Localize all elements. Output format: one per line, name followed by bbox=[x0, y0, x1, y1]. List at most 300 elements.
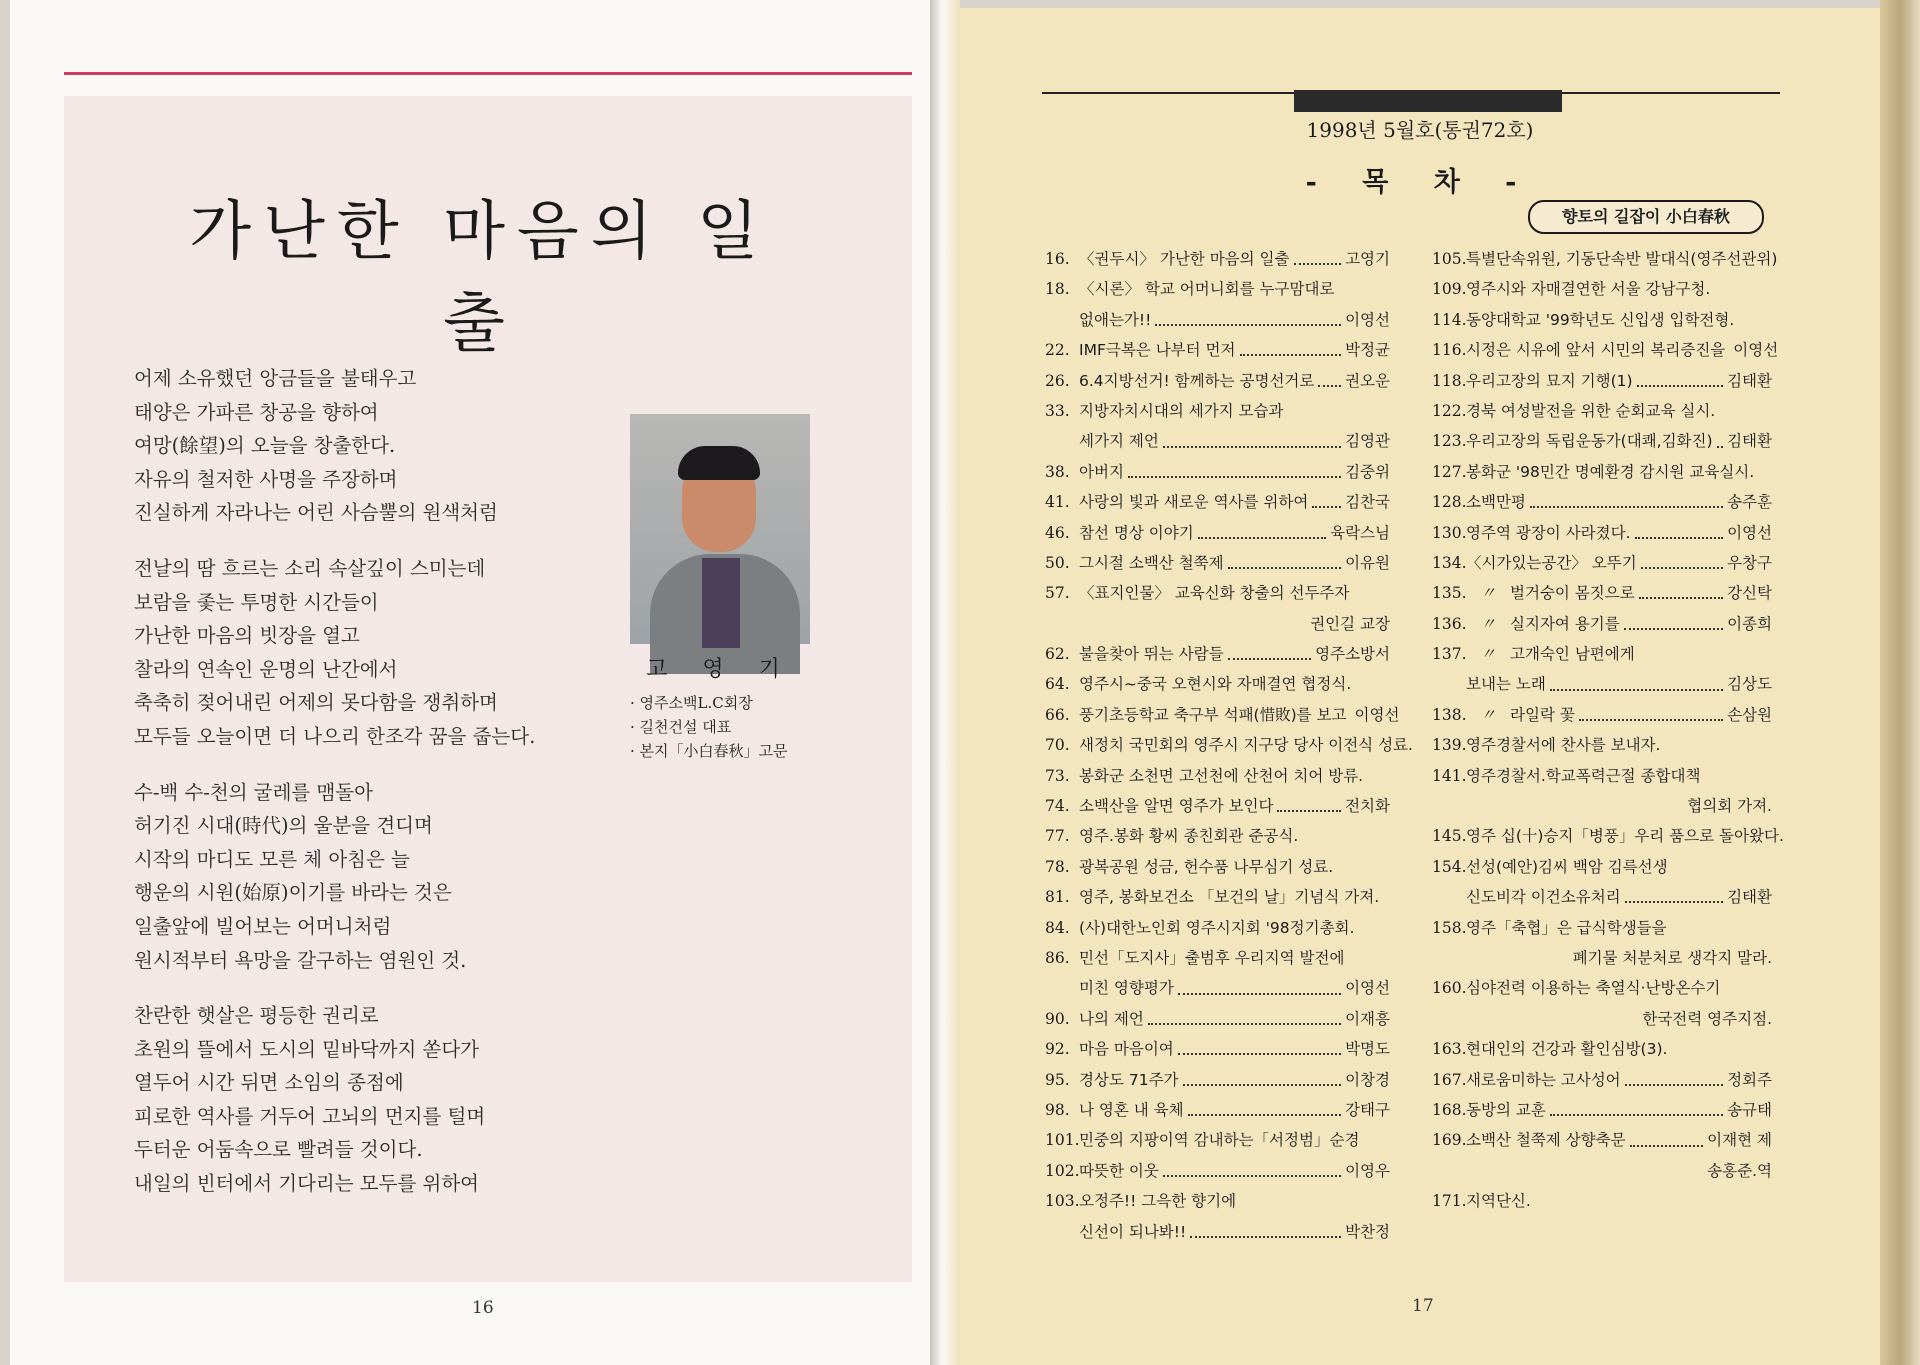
poem-line: 허기진 시대(時代)의 울분을 견디며 bbox=[134, 814, 433, 838]
toc-entry bbox=[1432, 821, 1784, 851]
dot-leader bbox=[1240, 344, 1342, 356]
dot-leader bbox=[1579, 709, 1723, 721]
toc-author: 강태구 bbox=[1345, 1100, 1390, 1119]
ditto-mark: 〃 bbox=[1480, 614, 1496, 633]
toc-page-number: 136. bbox=[1432, 614, 1467, 633]
toc-entry bbox=[1432, 274, 1772, 304]
dot-leader bbox=[1624, 618, 1723, 630]
ditto-mark: 〃 bbox=[1480, 584, 1496, 603]
toc-title: 영주 십(十)승지「병풍」우리 품으로 돌아왔다. bbox=[1466, 827, 1784, 846]
toc-entry bbox=[1045, 973, 1390, 1003]
toc-entry bbox=[1432, 1095, 1772, 1125]
photo-hair bbox=[678, 446, 760, 480]
page-number-right: 17 bbox=[1412, 1296, 1434, 1316]
poem-line: 피로한 역사를 거두어 고뇌의 먼지를 털며 bbox=[134, 1104, 486, 1128]
dot-leader bbox=[1550, 679, 1723, 691]
toc-page-number: 122. bbox=[1432, 401, 1467, 420]
toc-title: 그시절 소백산 철쭉제 bbox=[1079, 553, 1224, 572]
toc-entry bbox=[1432, 700, 1772, 730]
toc-author: 송주훈 bbox=[1727, 493, 1772, 512]
toc-author: 이재현 제 bbox=[1707, 1131, 1772, 1150]
dot-leader bbox=[1312, 496, 1341, 508]
toc-entry bbox=[1432, 578, 1772, 608]
toc-author: 김상도 bbox=[1727, 675, 1772, 694]
toc-title: 참선 명상 이야기 bbox=[1079, 523, 1194, 542]
toc-title: 영주경찰서.학교폭력근절 종합대책 bbox=[1466, 766, 1701, 785]
toc-page-number: 137. bbox=[1432, 645, 1467, 664]
toc-page-number: 16. bbox=[1045, 250, 1070, 268]
toc-entry bbox=[1045, 943, 1390, 973]
toc-page-number: 128. bbox=[1432, 493, 1467, 512]
toc-author: 육락스님 bbox=[1330, 523, 1390, 542]
toc-title: 시정은 시유에 앞서 시민의 복리증진을 bbox=[1466, 341, 1726, 360]
toc-page-number: 101. bbox=[1045, 1131, 1080, 1150]
toc-entry bbox=[1045, 578, 1390, 608]
toc-title: 따뜻한 이웃 bbox=[1079, 1161, 1159, 1180]
poem-title: 가난한 마음의 일출 bbox=[189, 195, 771, 361]
toc-title: 경북 여성발전을 위한 순회교육 실시. bbox=[1466, 401, 1716, 420]
toc-author: 이영선 bbox=[1345, 979, 1390, 998]
toc-entry bbox=[1045, 335, 1390, 365]
toc-author: 권오운 bbox=[1345, 371, 1390, 390]
toc-entry bbox=[1045, 669, 1390, 699]
toc-title: 경상도 71주가 bbox=[1079, 1070, 1179, 1089]
toc-page-number: 22. bbox=[1045, 341, 1070, 360]
toc-entry bbox=[1432, 882, 1772, 912]
author-name: 고 영 기 bbox=[646, 657, 794, 682]
dot-leader bbox=[1163, 1165, 1341, 1177]
dot-leader bbox=[1530, 496, 1723, 508]
toc-title: 신선이 되나봐!! bbox=[1079, 1222, 1187, 1241]
dot-leader bbox=[1641, 557, 1723, 569]
toc-title: 라일락 꽃 bbox=[1510, 705, 1575, 724]
toc-entry bbox=[1045, 882, 1390, 912]
toc-title: 사랑의 빛과 새로운 역사를 위하여 bbox=[1079, 493, 1309, 512]
toc-author: 이영선 bbox=[1727, 523, 1772, 542]
poem-line: 열두어 시간 뒤면 소임의 종점에 bbox=[134, 1071, 404, 1095]
toc-page-number: 169. bbox=[1432, 1131, 1467, 1150]
author-photo bbox=[630, 414, 810, 644]
toc-title: 〈권두시〉 가난한 마음의 일출 bbox=[1079, 250, 1290, 268]
toc-entry bbox=[1432, 457, 1772, 487]
toc-page-number: 70. bbox=[1045, 736, 1070, 755]
toc-author: 이영선 bbox=[1354, 705, 1400, 724]
toc-entry bbox=[1432, 669, 1772, 699]
toc-author: 김영관 bbox=[1345, 432, 1390, 451]
toc-title: 민중의 지팡이역 감내하는「서정범」순경 bbox=[1079, 1131, 1360, 1150]
toc-author: 강신탁 bbox=[1727, 584, 1772, 603]
toc-entry bbox=[1432, 791, 1772, 821]
toc-page-number: 46. bbox=[1045, 523, 1070, 542]
toc-page-number: 134. bbox=[1432, 553, 1467, 572]
dot-leader bbox=[1178, 1043, 1341, 1055]
toc-author: 이영우 bbox=[1345, 1161, 1390, 1180]
toc-entry bbox=[1045, 518, 1390, 548]
toc-title: 우리고장의 독립운동가(대쾌,김화진) bbox=[1466, 432, 1713, 451]
poem-line: 초원의 뜰에서 도시의 밑바닥까지 쏟다가 bbox=[134, 1037, 480, 1061]
toc-entry bbox=[1045, 1125, 1390, 1155]
toc-page-number: 114. bbox=[1432, 310, 1467, 329]
toc-entry bbox=[1045, 274, 1390, 304]
toc-entry bbox=[1432, 913, 1772, 943]
toc-page-number: 92. bbox=[1045, 1040, 1070, 1059]
poem-line: 일출앞에 빌어보는 어머니처럼 bbox=[134, 914, 392, 938]
toc-title: 특별단속위원, 기동단속반 발대식(영주선관위) bbox=[1466, 250, 1778, 268]
toc-entry bbox=[1432, 426, 1772, 456]
poem-line: 태양은 가파른 창공을 향하여 bbox=[134, 400, 379, 424]
toc-title: 현대인의 건강과 활인심방(3). bbox=[1466, 1040, 1668, 1059]
toc-title: 영주시와 자매결연한 서울 강남구청. bbox=[1466, 280, 1711, 299]
toc-page-number: 18. bbox=[1045, 280, 1070, 299]
toc-entry bbox=[1432, 609, 1772, 639]
toc-author: 우창구 bbox=[1727, 553, 1772, 572]
toc-page-number: 33. bbox=[1045, 401, 1070, 420]
toc-title: 폐기물 처분처로 생각지 말라. bbox=[1572, 948, 1772, 967]
toc-entry bbox=[1045, 1034, 1390, 1064]
toc-page-number: 90. bbox=[1045, 1009, 1070, 1028]
toc-title: 영주「축협」은 급식학생들을 bbox=[1466, 918, 1667, 937]
page-number-left: 16 bbox=[472, 1298, 494, 1318]
toc-entry bbox=[1432, 335, 1779, 365]
poem-line: 자유의 철저한 사명을 주장하며 bbox=[134, 467, 398, 491]
toc-author: 영주소방서 bbox=[1315, 645, 1390, 664]
toc-author: 이창경 bbox=[1345, 1070, 1390, 1089]
toc-page-number: 138. bbox=[1432, 705, 1467, 724]
toc-entry bbox=[1432, 1186, 1772, 1216]
toc-title: 봉화군 소천면 고선천에 산천어 치어 방류. bbox=[1079, 766, 1364, 785]
poem-line: 찰라의 연속인 운명의 난간에서 bbox=[134, 657, 398, 681]
toc-entry bbox=[1045, 426, 1390, 456]
poem-line: 행운의 시원(始原)이기를 바라는 것은 bbox=[134, 881, 452, 905]
toc-entry bbox=[1432, 852, 1772, 882]
dot-leader bbox=[1228, 648, 1312, 660]
dot-leader bbox=[1639, 587, 1723, 599]
toc-page-number: 84. bbox=[1045, 918, 1070, 937]
toc-page-number: 118. bbox=[1432, 371, 1467, 390]
toc-author: 김찬국 bbox=[1345, 493, 1390, 512]
toc-entry bbox=[1432, 761, 1772, 791]
toc-page-number: 145. bbox=[1432, 827, 1467, 846]
toc-title: 영주시~중국 오현시와 자매결연 협정식. bbox=[1079, 675, 1352, 694]
toc-entry bbox=[1045, 639, 1390, 669]
toc-entry bbox=[1432, 1004, 1772, 1034]
dot-leader bbox=[1155, 314, 1341, 326]
poem-body bbox=[134, 362, 594, 1223]
toc-title: 영주역 광장이 사라졌다. bbox=[1466, 523, 1631, 542]
toc-page-number: 116. bbox=[1432, 341, 1467, 360]
toc-entry bbox=[1045, 821, 1390, 851]
toc-author: 김태환 bbox=[1727, 888, 1772, 907]
toc-page-number: 73. bbox=[1045, 766, 1070, 785]
toc-author: 송규태 bbox=[1727, 1100, 1772, 1119]
toc-author: 정회주 bbox=[1727, 1070, 1772, 1089]
toc-title: 6.4지방선거! 함께하는 공명선거로 bbox=[1079, 371, 1315, 390]
poem-line: 찬란한 햇살은 평등한 권리로 bbox=[134, 1004, 379, 1028]
poem-line: 전날의 땀 흐르는 소리 속살깊이 스미는데 bbox=[134, 556, 486, 580]
issue-label: 1998년 5월호(통권72호) bbox=[1306, 118, 1534, 142]
toc-entry bbox=[1045, 457, 1390, 487]
toc-title: 광복공원 성금, 헌수품 나무심기 성료. bbox=[1079, 857, 1334, 876]
toc-page-number: 163. bbox=[1432, 1040, 1467, 1059]
toc-page-number: 64. bbox=[1045, 675, 1070, 694]
toc-author: 송홍준.역 bbox=[1707, 1161, 1772, 1180]
toc-page-number: 98. bbox=[1045, 1100, 1070, 1119]
toc-title: 소백산을 알면 영주가 보인다 bbox=[1079, 797, 1274, 816]
poem-line: 수-백 수-천의 굴레를 맴돌아 bbox=[134, 780, 373, 804]
toc-entry bbox=[1045, 609, 1390, 639]
poem-line: 가난한 마음의 빗장을 열고 bbox=[134, 624, 360, 648]
toc-title: 실지자여 용기를 bbox=[1510, 614, 1620, 633]
toc-page-number: 139. bbox=[1432, 736, 1467, 755]
toc-author: 고영기 bbox=[1345, 250, 1390, 268]
toc-entry bbox=[1432, 730, 1772, 760]
toc-title: 〈시론〉 학교 어머니회를 누구맘대로 bbox=[1079, 280, 1335, 299]
photo-shirt bbox=[702, 558, 740, 648]
dot-leader bbox=[1318, 375, 1341, 387]
toc-page-number: 50. bbox=[1045, 553, 1070, 572]
header-bar bbox=[1294, 90, 1562, 112]
toc-author: 이재흥 bbox=[1345, 1009, 1390, 1028]
dot-leader bbox=[1277, 800, 1341, 812]
toc-title: 봉화군 '98민간 명예환경 감시원 교육실시. bbox=[1466, 462, 1755, 481]
toc-heading: - 목 차 - bbox=[1305, 167, 1535, 198]
toc-page-number: 57. bbox=[1045, 584, 1070, 603]
toc-entry bbox=[1045, 852, 1390, 882]
poem-line: 시작의 마디도 모른 체 아침은 늘 bbox=[134, 847, 410, 871]
section-label: 향토의 길잡이 小白春秋 bbox=[1528, 200, 1764, 234]
dot-leader bbox=[1550, 1104, 1723, 1116]
poem-stanza bbox=[134, 552, 594, 754]
toc-entry bbox=[1045, 305, 1390, 335]
toc-entry bbox=[1045, 548, 1390, 578]
dot-leader bbox=[1198, 527, 1326, 539]
toc-author: 이종희 bbox=[1727, 614, 1772, 633]
toc-page-number: 77. bbox=[1045, 827, 1070, 846]
toc-title: 없애는가!! bbox=[1079, 310, 1152, 329]
toc-entry bbox=[1432, 548, 1772, 578]
toc-entry bbox=[1045, 1095, 1390, 1125]
toc-entry bbox=[1045, 1004, 1390, 1034]
author-role: · 본지「小白春秋」고문 bbox=[630, 742, 788, 760]
dot-leader bbox=[1178, 983, 1341, 995]
toc-author: 박명도 bbox=[1345, 1040, 1390, 1059]
toc-title: 신도비각 이건소유처리 bbox=[1466, 888, 1621, 907]
toc-title: 지역단신. bbox=[1466, 1192, 1531, 1211]
toc-page-number: 26. bbox=[1045, 371, 1070, 390]
toc-title: 새로움미하는 고사성어 bbox=[1466, 1070, 1621, 1089]
toc-entry bbox=[1432, 973, 1772, 1003]
toc-author: 김태환 bbox=[1727, 432, 1772, 451]
dot-leader bbox=[1128, 466, 1341, 478]
poem-line: 내일의 빈터에서 기다리는 모두를 위하여 bbox=[134, 1172, 480, 1196]
toc-title: 권인길 교장 bbox=[1310, 614, 1390, 633]
toc-author: 전치화 bbox=[1345, 797, 1390, 816]
poem-stanza bbox=[134, 776, 594, 978]
toc-title: 오정주!! 그윽한 향기에 bbox=[1079, 1192, 1237, 1211]
toc-title: 아버지 bbox=[1079, 462, 1124, 481]
toc-page-number: 95. bbox=[1045, 1070, 1070, 1089]
toc-title: 협의회 가져. bbox=[1687, 797, 1772, 816]
book-gutter bbox=[930, 0, 960, 1365]
toc-page-number: 103. bbox=[1045, 1192, 1080, 1211]
toc-page-number: 158. bbox=[1432, 918, 1467, 937]
dot-leader bbox=[1635, 527, 1724, 539]
toc-page-number: 62. bbox=[1045, 645, 1070, 664]
toc-page-number: 171. bbox=[1432, 1192, 1467, 1211]
toc-title: 나 영혼 내 육체 bbox=[1079, 1100, 1184, 1119]
toc-page-number: 81. bbox=[1045, 888, 1070, 907]
toc-author: 이유원 bbox=[1345, 553, 1390, 572]
toc-entry bbox=[1432, 396, 1772, 426]
dot-leader bbox=[1625, 891, 1723, 903]
dot-leader bbox=[1163, 436, 1341, 448]
toc-page-number: 41. bbox=[1045, 493, 1070, 512]
toc-page-number: 86. bbox=[1045, 948, 1070, 967]
toc-title: 〈표지인물〉 교육신화 창출의 선두주자 bbox=[1079, 584, 1350, 603]
toc-right-column bbox=[1432, 244, 1784, 1217]
poem-line: 원시적부터 욕망을 갈구하는 염원인 것. bbox=[134, 948, 467, 972]
poem-line: 진실하게 자라나는 어린 사슴뿔의 원색처럼 bbox=[134, 501, 498, 525]
toc-title: (사)대한노인회 영주시지회 '98정기총회. bbox=[1079, 918, 1355, 937]
toc-entry bbox=[1432, 1156, 1772, 1186]
poem-stanza bbox=[134, 999, 594, 1201]
author-info bbox=[630, 652, 810, 763]
toc-title: 불을찾아 뛰는 사람들 bbox=[1079, 645, 1224, 664]
toc-title: 한국전력 영주지점. bbox=[1642, 1009, 1772, 1028]
author-role: · 영주소백L.C회장 bbox=[630, 694, 753, 712]
toc-entry bbox=[1432, 305, 1772, 335]
toc-entry bbox=[1045, 487, 1390, 517]
toc-page-number: 102. bbox=[1045, 1161, 1080, 1180]
toc-page-number: 167. bbox=[1432, 1070, 1467, 1089]
toc-entry bbox=[1045, 791, 1390, 821]
dot-leader bbox=[1228, 557, 1341, 569]
toc-title: 민선「도지사」출범후 우리지역 발전에 bbox=[1079, 948, 1345, 967]
dot-leader bbox=[1188, 1104, 1341, 1116]
toc-title: 동방의 교훈 bbox=[1466, 1100, 1546, 1119]
dot-leader bbox=[1625, 1074, 1723, 1086]
dot-leader bbox=[1190, 1226, 1341, 1238]
toc-author: 김중위 bbox=[1345, 462, 1390, 481]
poem-line: 두터운 어둠속으로 빨려들 것이다. bbox=[134, 1138, 423, 1162]
toc-author: 김태환 bbox=[1727, 371, 1772, 390]
toc-entry bbox=[1432, 518, 1772, 548]
toc-page-number: 154. bbox=[1432, 857, 1467, 876]
toc-title: 〈시가있는공간〉 오뚜기 bbox=[1466, 553, 1637, 572]
toc-page-number: 123. bbox=[1432, 432, 1467, 451]
poem-line: 축축히 젖어내린 어제의 못다함을 쟁취하며 bbox=[134, 691, 498, 715]
toc-title: 우리고장의 묘지 기행(1) bbox=[1466, 371, 1633, 390]
toc-entry bbox=[1432, 244, 1778, 274]
toc-entry bbox=[1045, 244, 1390, 274]
toc-page-number: 66. bbox=[1045, 705, 1070, 724]
toc-page-number: 105. bbox=[1432, 250, 1467, 268]
toc-page-number: 74. bbox=[1045, 797, 1070, 816]
toc-title: 고개숙인 남편에게 bbox=[1510, 645, 1635, 664]
toc-entry bbox=[1432, 487, 1772, 517]
toc-title: IMF극복은 나부터 먼저 bbox=[1079, 341, 1236, 360]
toc-entry bbox=[1045, 700, 1400, 730]
dot-leader bbox=[1717, 436, 1724, 448]
toc-page-number: 78. bbox=[1045, 857, 1070, 876]
poem-line: 모두들 오늘이면 더 나으리 한조각 꿈을 줍는다. bbox=[134, 724, 536, 748]
toc-title: 동양대학교 '99학년도 신입생 입학전형. bbox=[1466, 310, 1735, 329]
poem-line: 어제 소유했던 앙금들을 불태우고 bbox=[134, 367, 417, 390]
toc-left-column bbox=[1045, 244, 1413, 1247]
accent-rule bbox=[64, 72, 912, 75]
toc-author: 박찬정 bbox=[1345, 1222, 1390, 1241]
dot-leader bbox=[1183, 1074, 1342, 1086]
toc-page-number: 38. bbox=[1045, 462, 1070, 481]
toc-title: 미친 영향평가 bbox=[1079, 979, 1174, 998]
page-edges bbox=[1880, 0, 1920, 1365]
toc-entry bbox=[1045, 913, 1390, 943]
dot-leader bbox=[1148, 1013, 1341, 1025]
toc-entry bbox=[1432, 1125, 1772, 1155]
toc-entry bbox=[1432, 1034, 1772, 1064]
toc-title: 보내는 노래 bbox=[1466, 675, 1546, 694]
toc-title: 나의 제언 bbox=[1079, 1009, 1144, 1028]
toc-title: 풍기초등학교 축구부 석패(惜敗)를 보고 bbox=[1079, 705, 1347, 724]
toc-entry bbox=[1432, 1065, 1772, 1095]
toc-entry bbox=[1045, 396, 1390, 426]
toc-entry bbox=[1432, 366, 1772, 396]
toc-title: 지방자치시대의 세가지 모습과 bbox=[1079, 401, 1284, 420]
toc-title: 영주경찰서에 찬사를 보내자. bbox=[1466, 736, 1661, 755]
toc-entry bbox=[1432, 943, 1772, 973]
toc-title: 세가지 제언 bbox=[1079, 432, 1159, 451]
toc-title: 벌거숭이 몸짓으로 bbox=[1510, 584, 1635, 603]
toc-title: 선성(예안)김씨 백암 김륵선생 bbox=[1466, 857, 1668, 876]
toc-entry bbox=[1045, 1156, 1390, 1186]
dot-leader bbox=[1630, 1135, 1704, 1147]
toc-author: 이영선 bbox=[1733, 341, 1779, 360]
toc-page-number: 130. bbox=[1432, 523, 1467, 542]
toc-title: 마음 마음이여 bbox=[1079, 1040, 1174, 1059]
toc-title: 소백산 철쭉제 상향축문 bbox=[1466, 1131, 1626, 1150]
toc-title: 영주.봉화 황씨 종친회관 준공식. bbox=[1079, 827, 1299, 846]
toc-page-number: 168. bbox=[1432, 1100, 1467, 1119]
toc-entry bbox=[1045, 1186, 1390, 1216]
poem-stanza bbox=[134, 362, 594, 530]
toc-author: 이영선 bbox=[1345, 310, 1390, 329]
poem-line: 보람을 좇는 투명한 시간들이 bbox=[134, 590, 379, 614]
toc-title: 영주, 봉화보건소 「보건의 날」기념식 가져. bbox=[1079, 888, 1380, 907]
author-role: · 길천건설 대표 bbox=[630, 718, 732, 736]
toc-entry bbox=[1045, 1217, 1390, 1247]
toc-page-number: 141. bbox=[1432, 766, 1467, 785]
dot-leader bbox=[1637, 375, 1724, 387]
toc-page-number: 109. bbox=[1432, 280, 1467, 299]
toc-page-number: 135. bbox=[1432, 584, 1467, 603]
toc-entry bbox=[1045, 730, 1413, 760]
toc-title: 심야전력 이용하는 축열식·난방온수기 bbox=[1466, 979, 1721, 998]
toc-author: 손삼원 bbox=[1727, 705, 1772, 724]
ditto-mark: 〃 bbox=[1480, 645, 1496, 664]
ditto-mark: 〃 bbox=[1480, 705, 1496, 724]
toc-page-number: 127. bbox=[1432, 462, 1467, 481]
toc-entry bbox=[1432, 639, 1772, 669]
poem-line: 여망(餘望)의 오늘을 창출한다. bbox=[134, 434, 396, 458]
toc-title: 새정치 국민회의 영주시 지구당 당사 이전식 성료. bbox=[1079, 736, 1413, 755]
toc-entry bbox=[1045, 1065, 1390, 1095]
toc-page-number: 160. bbox=[1432, 979, 1467, 998]
toc-title: 소백만평 bbox=[1466, 493, 1526, 512]
dot-leader bbox=[1294, 253, 1342, 265]
toc-author: 박정균 bbox=[1345, 341, 1390, 360]
toc-entry bbox=[1045, 366, 1390, 396]
toc-entry bbox=[1045, 761, 1390, 791]
